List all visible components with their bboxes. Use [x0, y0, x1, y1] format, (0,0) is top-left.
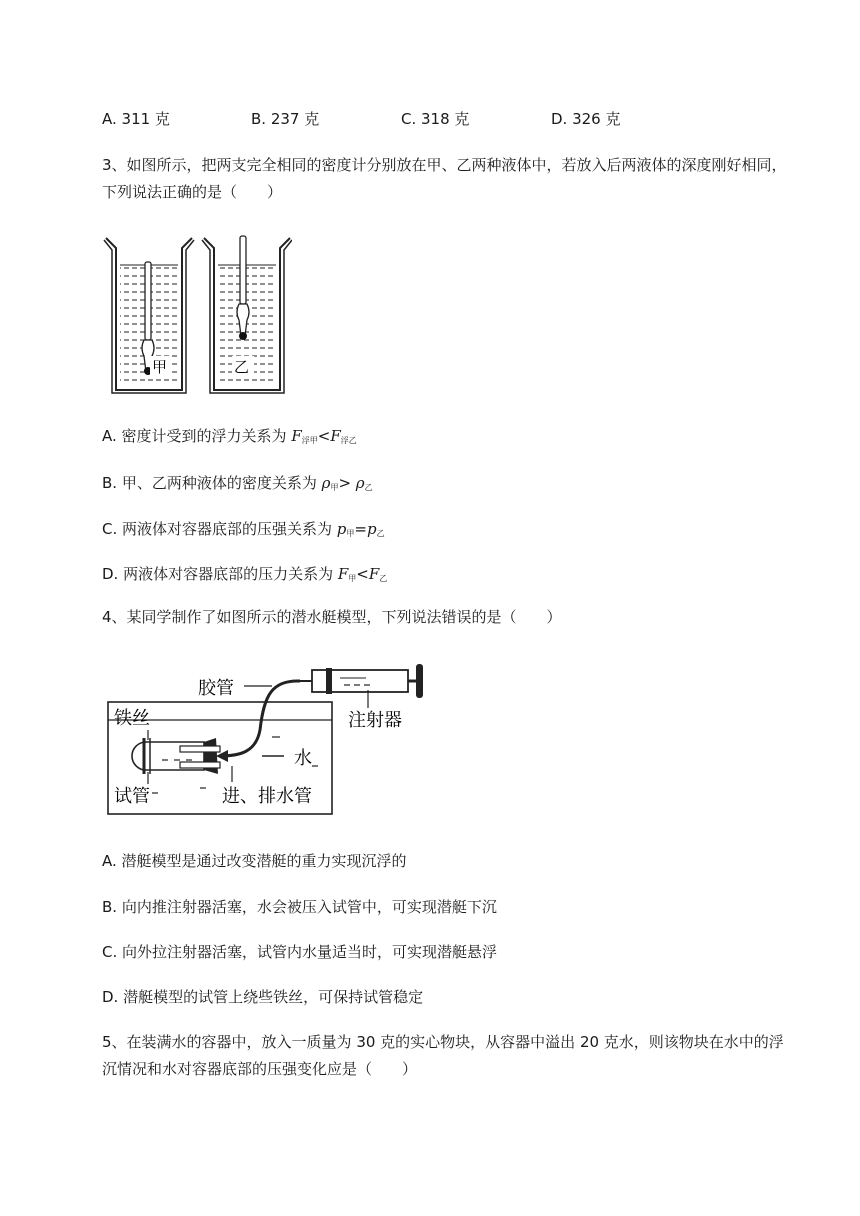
q3-option-d: D. 两液体对容器底部的压力关系为 $F_甲<F_乙$	[102, 565, 388, 583]
q2-option-a: A. 311 克	[102, 110, 170, 128]
q2-option-b: B. 237 克	[251, 110, 320, 128]
label-iron-wire: 铁丝	[114, 708, 150, 729]
q3-hydrometer-figure	[100, 232, 292, 394]
q3-stem-line2: 下列说法正确的是（ ）	[102, 183, 283, 201]
label-rubber-tube: 胶管	[198, 678, 234, 699]
q5-stem-line1: 5、在装满水的容器中，放入一质量为 30 克的实心物块，从容器中溢出 20 克水，则该物块在水中的浮	[102, 1033, 784, 1051]
test-tube	[132, 738, 220, 774]
q4-option-c: C. 向外拉注射器活塞，试管内水量适当时，可实现潜艇悬浮	[102, 943, 498, 961]
q4-option-a: A. 潜艇模型是通过改变潜艇的重力实现沉浮的	[102, 852, 407, 870]
q3-option-b: B. 甲、乙两种液体的密度关系为 $\rho_甲> \rho_乙$	[102, 474, 373, 492]
q2-option-c: C. 318 克	[401, 110, 470, 128]
beaker-a	[104, 238, 194, 393]
label-syringe: 注射器	[348, 710, 402, 731]
q5-stem-line2: 沉情况和水对容器底部的压强变化应是（ ）	[102, 1060, 418, 1078]
q4-option-d: D. 潜艇模型的试管上绕些铁丝，可保持试管稳定	[102, 988, 424, 1006]
q4-option-b: B. 向内推注射器活塞，水会被压入试管中，可实现潜艇下沉	[102, 898, 497, 916]
q3-stem-line1: 3、如图所示，把两支完全相同的密度计分别放在甲、乙两种液体中，若放入后两液体的深度刚好相同，	[102, 156, 787, 174]
label-water: 水	[294, 748, 312, 769]
label-test-tube: 试管	[114, 786, 150, 807]
q4-stem: 4、某同学制作了如图所示的潜水艇模型，下列说法错误的是（ ）	[102, 608, 562, 626]
fig-label-a: 甲	[152, 358, 168, 376]
label-inlet-outlet-pipe: 进、排水管	[222, 786, 312, 807]
q2-option-d: D. 326 克	[551, 110, 621, 128]
q3-option-c: C. 两液体对容器底部的压强关系为 $p_甲=p_乙$	[102, 520, 385, 538]
fig-label-b: 乙	[234, 358, 250, 376]
q3-option-a: A. 密度计受到的浮力关系为 $F_{浮甲}<F_{浮乙}$	[102, 427, 357, 445]
syringe	[300, 664, 423, 698]
q4-submarine-figure	[104, 660, 434, 820]
